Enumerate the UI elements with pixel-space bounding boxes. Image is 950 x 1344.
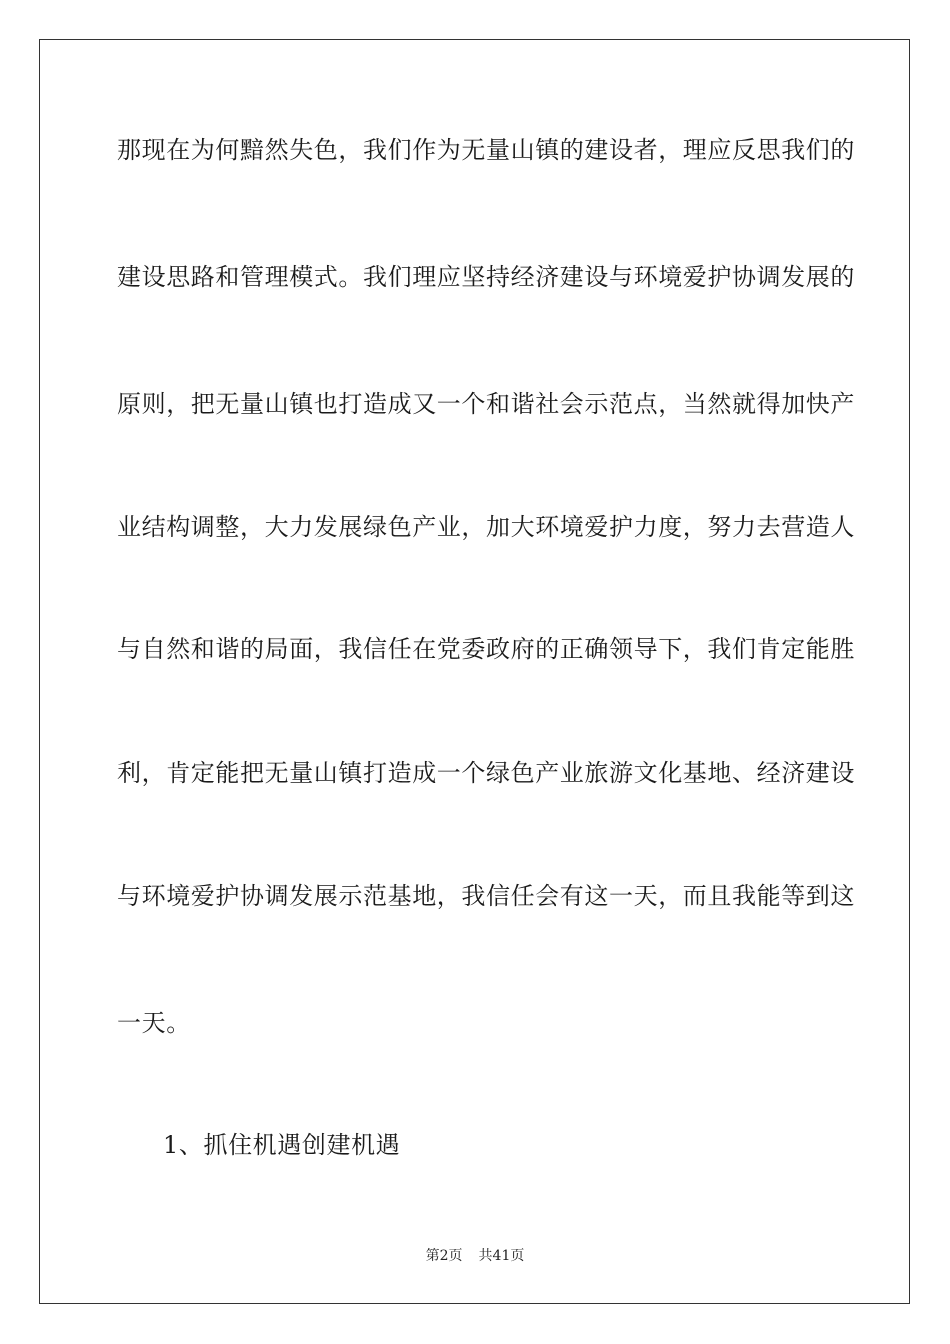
page-footer <box>0 1247 950 1265</box>
page-border <box>39 39 910 1304</box>
section-heading: 1、抓住机遇创建机遇 <box>163 1131 401 1159</box>
total-pages: 共41页 <box>478 1248 525 1264</box>
body-text-line: 与自然和谐的局面，我信任在党委政府的正确领导下，我们肯定能胜 <box>117 635 855 663</box>
body-text-line: 业结构调整，大力发展绿色产业，加大环境爱护力度，努力去营造人 <box>117 513 855 541</box>
body-text-line: 建设思路和管理模式。我们理应坚持经济建设与环境爱护协调发展的 <box>117 263 855 291</box>
page-number: 第2页 <box>425 1248 463 1264</box>
body-text-line: 利，肯定能把无量山镇打造成一个绿色产业旅游文化基地、经济建设 <box>117 759 855 787</box>
body-text-line: 那现在为何黯然失色，我们作为无量山镇的建设者，理应反思我们的 <box>117 136 855 164</box>
body-text-line: 一天。 <box>117 1009 191 1037</box>
body-text-line: 与环境爱护协调发展示范基地，我信任会有这一天，而且我能等到这 <box>117 882 855 910</box>
body-text-line: 原则，把无量山镇也打造成又一个和谐社会示范点，当然就得加快产 <box>117 390 855 418</box>
